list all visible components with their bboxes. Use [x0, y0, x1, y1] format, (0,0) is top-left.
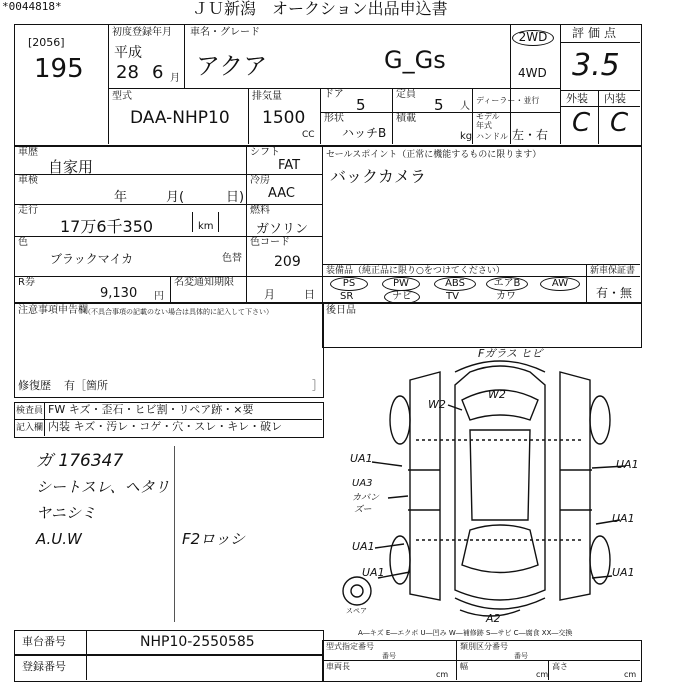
recycle-unit: 円 — [154, 291, 164, 302]
doors-label: ドア — [324, 89, 344, 100]
mileage-unit: km — [198, 221, 214, 232]
mileage-value: 17万6千350 — [60, 217, 154, 236]
diagram-ua1-left-2: UA1 — [352, 540, 375, 553]
load-label: 積載 — [396, 113, 416, 124]
color-code-label: 色コード — [250, 237, 290, 248]
dealer-label: ディーラー・並行 — [476, 96, 540, 105]
chassis-label: 車台番号 — [22, 635, 66, 648]
diagram-left-note2: ズー — [354, 505, 372, 515]
notice-label: 名変通知期限 — [174, 277, 234, 288]
inspector-label1: 検査員 — [16, 406, 44, 416]
score-int-label: 内装 — [604, 92, 626, 105]
shaken-label: 車検 — [18, 175, 38, 186]
car-grade: G_Gs — [384, 46, 446, 74]
ac-label: 冷房 — [250, 175, 270, 186]
equipment-label: 装備品（純正品に限り○をつけてください） — [326, 266, 505, 276]
car-name: アクア — [196, 52, 268, 80]
engine-unit: CC — [302, 130, 315, 140]
equip-ps: PS — [330, 277, 368, 291]
note-line4: A.U.W — [36, 530, 82, 548]
serial-number: *0044818* — [2, 0, 62, 13]
remarks-label: 後日品 — [326, 305, 356, 316]
diagram-ua1-right-3: UA1 — [612, 566, 635, 579]
recycle-label: R券 — [18, 277, 35, 288]
footer-cert-sub: 番号 — [382, 652, 396, 660]
color-value: ブラックマイカ — [50, 252, 134, 266]
score-int: C — [610, 108, 629, 138]
equip-tv: TV — [446, 291, 459, 302]
note-line1: ガ 176347 — [36, 451, 124, 471]
footer-cat-label: 類別区分番号 — [460, 642, 508, 651]
shift-value: FAT — [278, 158, 301, 173]
registration-era: 平成 — [114, 45, 142, 61]
equip-navi: ナビ — [384, 290, 420, 304]
footer-cert-label: 型式指定番号 — [326, 642, 374, 651]
diagram-top-note: Fガラス ヒビ — [478, 347, 543, 360]
repair-end: ］ — [312, 379, 323, 392]
shaken-day: 日) — [226, 190, 245, 205]
diagram-ua1-right-1: UA1 — [616, 458, 639, 471]
shaken-month: 月( — [166, 190, 185, 205]
capacity-value: 5 — [434, 96, 444, 114]
diagram-ua3-left: UA3 — [352, 478, 373, 489]
caution-label: 注意事項申告欄 — [18, 305, 88, 316]
note-line2: シートスレ、ヘタリ — [36, 478, 170, 496]
score-value: 3.5 — [572, 48, 620, 83]
diagram-legend: A―キズ E―エクボ U―凹み W―補修跡 S―サビ C―腐食 XX―交換 — [358, 629, 573, 637]
recycle-value: 9,130 — [100, 286, 138, 301]
equip-aw: AW — [540, 277, 580, 291]
note-line5: F2ロッシ — [182, 530, 245, 548]
capacity-unit: 人 — [460, 101, 470, 112]
lot-number: 195 — [34, 54, 84, 84]
color-change-label: 色替 — [222, 253, 242, 264]
history-value: 自家用 — [48, 158, 94, 176]
registration-label: 初度登録年月 — [112, 27, 172, 38]
ac-value: AAC — [268, 186, 295, 201]
registration-year: 28 — [116, 62, 139, 83]
diagram-ua1-left-3: UA1 — [362, 566, 385, 579]
diagram-w2-left: W2 — [428, 398, 446, 411]
body-label: 形状 — [324, 113, 344, 124]
fuel-value: ガソリン — [256, 222, 309, 237]
color-code: 209 — [274, 254, 301, 270]
engine-value: 1500 — [262, 108, 306, 128]
guarantee-value: 有・無 — [596, 286, 633, 300]
footer-cat-sub: 番号 — [514, 652, 528, 660]
load-unit: kg — [460, 131, 473, 142]
footer-length-label: 車両長 — [326, 662, 350, 671]
score-ext: C — [572, 108, 591, 138]
footer-length-unit: cm — [436, 670, 449, 679]
repair-label: 修復歴 — [18, 379, 51, 392]
footer-height-label: 高さ — [552, 662, 568, 671]
diagram-ua1-right-2: UA1 — [612, 512, 635, 525]
registration-month-unit: 月 — [170, 73, 180, 84]
registration-month: 6 — [152, 62, 164, 83]
mileage-label: 走行 — [18, 205, 38, 216]
drive-2wd: 2WD — [512, 30, 554, 46]
equip-leather: カワ — [496, 291, 516, 302]
notice-month: 月 — [264, 288, 275, 301]
handle-value: 左・右 — [512, 128, 549, 142]
inspector-row2: 内装 キズ・汚レ・コゲ・穴・スレ・キレ・破レ — [48, 420, 283, 433]
diagram-a2: A2 — [486, 612, 501, 625]
model-label: 型式 — [112, 91, 132, 102]
color-label: 色 — [18, 237, 28, 248]
footer-height-unit: cm — [624, 670, 637, 679]
fuel-label: 燃料 — [250, 205, 270, 216]
capacity-label: 定員 — [396, 89, 416, 100]
score-ext-label: 外装 — [566, 92, 588, 105]
lot-code: [2056] — [28, 36, 65, 49]
equip-abs: ABS — [434, 277, 476, 291]
diagram-ua1-left-1: UA1 — [350, 452, 373, 465]
drive-4wd: 4WD — [518, 66, 547, 80]
handle-label: ハンドル — [476, 132, 508, 141]
plate-label: 登録番号 — [22, 660, 66, 673]
body-value: ハッチB — [342, 126, 387, 140]
equip-pw: PW — [382, 277, 420, 291]
form-title: ＪＵ新潟 オークション出品申込書 — [192, 0, 448, 18]
shift-label: シフト — [250, 147, 280, 158]
shaken-year: 年 — [114, 190, 128, 205]
car-name-label: 車名・グレード — [190, 27, 260, 38]
notice-day: 日 — [304, 288, 315, 301]
model-value: DAA-NHP10 — [130, 108, 230, 128]
footer-width-label: 幅 — [460, 662, 468, 671]
model-year-label2: 年式 — [476, 121, 492, 130]
sales-point-label: セールスポイント（正常に機能するものに限ります） — [326, 150, 542, 160]
equip-airbag: エアB — [486, 277, 528, 291]
sales-point-value: バックカメラ — [330, 167, 427, 186]
model-year-label1: モデル — [476, 112, 500, 121]
diagram-spare: スペア — [346, 607, 367, 615]
note-line3: ヤニシミ — [36, 504, 97, 522]
diagram-left-note1: カバン — [352, 493, 380, 503]
score-label: 評価点 — [572, 26, 621, 40]
guarantee-label: 新車保証書 — [590, 266, 636, 276]
caution-note: （不具合事項の記載のない場合は具体的に記入して下さい） — [84, 308, 273, 316]
diagram-w2-right: W2 — [488, 388, 506, 401]
doors-value: 5 — [356, 96, 366, 114]
history-label: 車歴 — [18, 147, 38, 158]
inspector-label2: 記入欄 — [16, 423, 44, 433]
inspector-row1: FW キズ・歪石・ヒビ割・リペア跡・×要 — [48, 403, 254, 416]
chassis-value: NHP10-2550585 — [140, 634, 255, 650]
footer-width-unit: cm — [536, 670, 549, 679]
equip-sr: SR — [340, 291, 354, 302]
repair-value: 有［箇所 — [64, 379, 108, 392]
engine-label: 排気量 — [252, 91, 282, 102]
